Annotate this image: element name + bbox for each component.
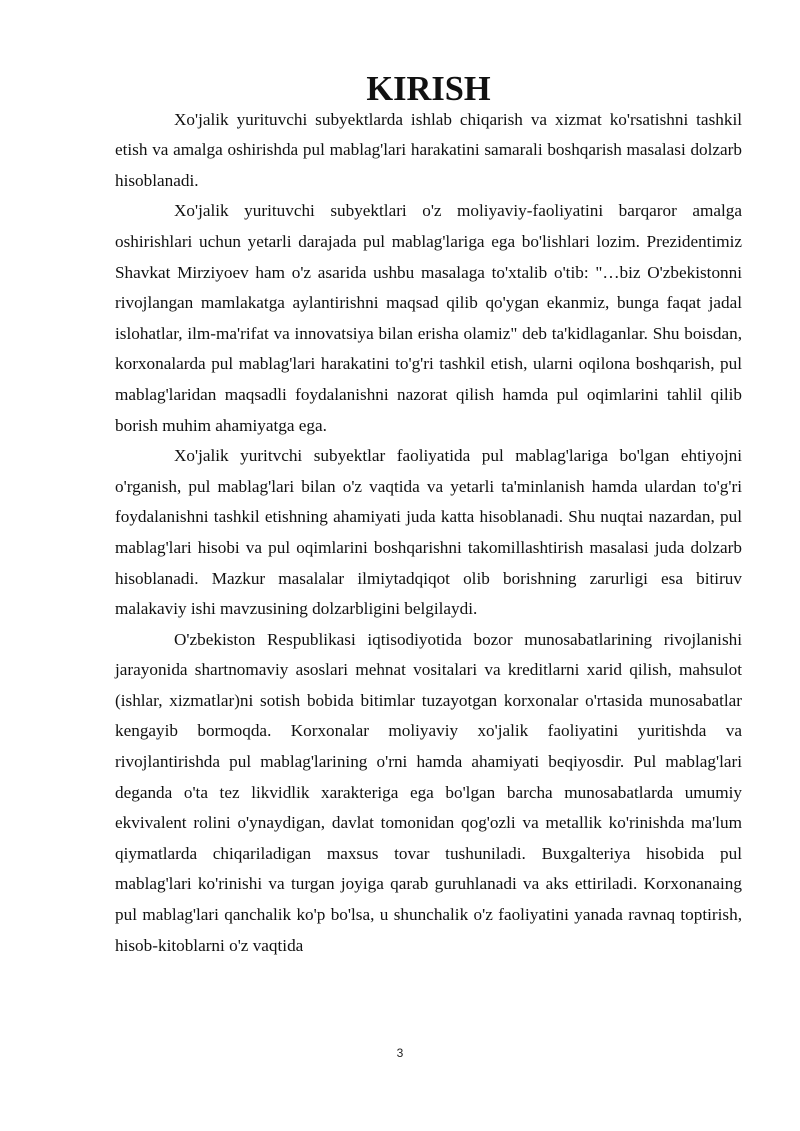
- paragraph-4: O'zbekiston Respublikasi iqtisodiyotida bozor munosabatlarining rivojlanishi jarayonida shartnomaviy asoslari mehnat vositalari va kreditlarni xarid qilish, mahsulot (ishlar, xizmatlar)ni sotish bobida bitimlar tuzayotgan korxonalar o'rtasida munosabatlar kengayib bormoqda. Korxonalar moliyaviy xo'jalik faoliyatini yuritishda va rivojlantirishda pul mablag'larining o'rni hamda ahamiyati beqiyosdir. Pul mablag'lari deganda o'ta tez likvidlik xarakteriga ega bo'lgan barcha munosabatlarda umumiy ekvivalent rolini o'ynaydigan, davlat tomonidan qog'ozli va metallik ko'rinishda ma'lum qiymatlarda chiqariladigan maxsus tovar tushuniladi. Buxgalteriya hisobida pul mablag'lari ko'rinishi va turgan joyiga qarab guruhlanadi va aks ettiriladi. Korxonanaing pul mablag'lari qanchalik ko'p bo'lsa, u shunchalik o'z faoliyatini yanada ravnaq toptirish, hisob-kitoblarni o'z vaqtida: [115, 629, 742, 955]
- page-content: [115, 70, 742, 961]
- page-number: 3: [396, 1046, 404, 1060]
- paragraph-3: Xo'jalik yuritvchi subyektlar faoliyatida pul mablag'lariga bo'lgan ehtiyojni o'rganish, pul mablag'lari bilan o'z vaqtida va yetarli ta'minlanish hamda ulardan to'g'ri foydalanishni tashkil etishning ahamiyati juda katta hisoblanadi. Shu nuqtai nazardan, pul mablag'lari hisobi va pul oqimlarini boshqarishni takomillashtirish masalasi juda dolzarb hisoblanadi. Mazkur masalalar ilmiytadqiqot olib borishning zarurligi esa bitiruv malakaviy ishi mavzusining dolzarbligini belgilaydi.: [115, 446, 742, 619]
- section-heading: KIRISH: [366, 70, 491, 108]
- paragraph-2: Xo'jalik yurituvchi subyektlari o'z moliyaviy-faoliyatini barqaror amalga oshirishlari uchun yetarli darajada pul mablag'lariga ega bo'lishlari lozim. Prezidentimiz Shavkat Mirziyoev ham o'z asarida ushbu masalaga to'xtalib o'tib: "…biz O'zbekistonni rivojlangan mamlakatga aylantirishni maqsad qilib qo'ygan ekanmiz, bunga faqat jadal islohatlar, ilm-ma'rifat va innovatsiya bilan erisha olamiz" deb ta'kidlaganlar. Shu boisdan, korxonalarda pul mablag'lari harakatini to'g'ri tashkil etish, ularni oqilona boshqarish, pul mablag'laridan maqsadli foydalanishni nazorat qilish hamda pul oqimlarini tahlil qilib borish muhim ahamiyatga ega.: [115, 201, 742, 435]
- paragraph-1: Xo'jalik yurituvchi subyektlarda ishlab chiqarish va xizmat ko'rsatishni tashkil etish va amalga oshirishda pul mablag'lari harakatini samarali boshqarish masalasi dolzarb hisoblanadi.: [115, 109, 742, 190]
